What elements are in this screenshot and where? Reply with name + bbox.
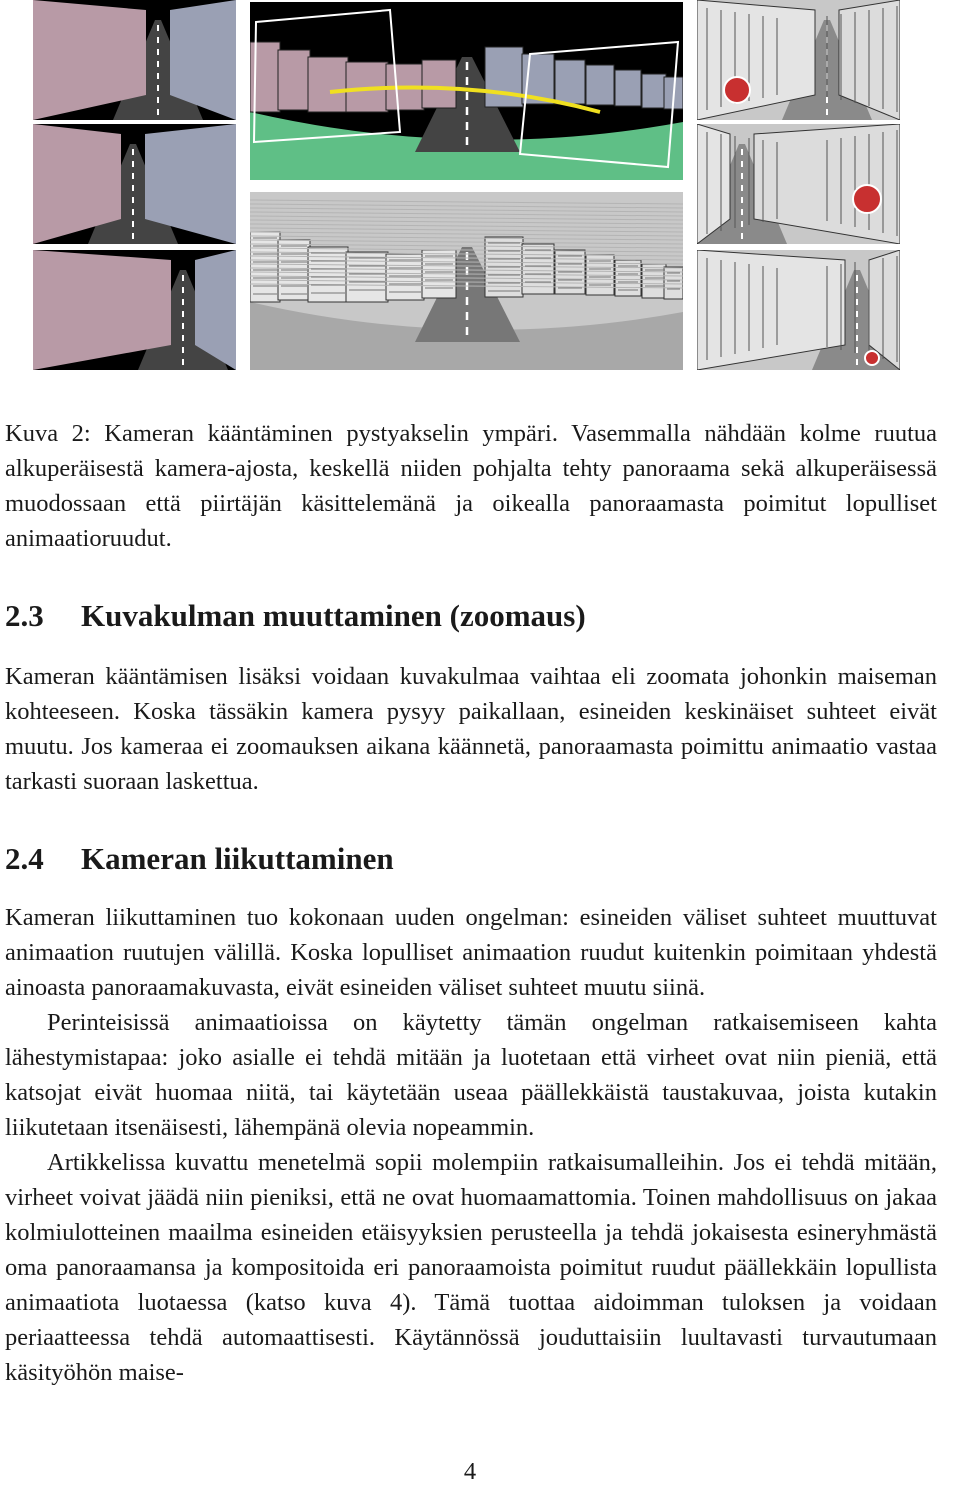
paragraph: Perinteisissä animaatioissa on käytetty tämän ongelman ratkaisemiseen kahta lähestymistapaa: joko asialle ei tehdä mitään ja luotetaan että virheet ovat niin pieniä, että katsojat eivät huomaa niitä, tai käytetään useaa päällekkäistä taustakuvaa, joista kutakin liikutetaan itsenäisesti, lähempänä olevia nopeammin. (5, 1009, 937, 1141)
section-number: 2.4 (5, 841, 44, 876)
street-scene-image (33, 124, 236, 244)
final-frame-3 (697, 250, 900, 370)
paragraph: Kameran liikuttaminen tuo kokonaan uuden ongelman: esineiden väliset suhteet muuttuvat animaation ruutujen välillä. Koska lopulliset animaation ruudut kuitenkin poimitaan yhdestä ainoasta panoraamakuvasta, eivät esineiden väliset suhteet muutu siinä. (5, 904, 937, 1001)
paragraph: Kameran kääntämisen lisäksi voidaan kuvakulmaa vaihtaa eli zoomata johonkin maiseman kohteeseen. Koska tässäkin kamera pysyy paikallaan, esineiden keskinäiset suhteet eivät muutu. Jos kameraa ei zoomauksen aikana käännetä, panoraamasta poimittu animaatio vastaa tarkasti suoraan laskettua. (5, 663, 937, 795)
section-heading (5, 598, 586, 634)
panorama-image (250, 2, 683, 180)
original-frame-3 (33, 250, 236, 370)
original-frame-2 (33, 124, 236, 244)
final-frame-2 (697, 124, 900, 244)
paragraph: Artikkelissa kuvattu menetelmä sopii molempiin ratkaisumalleihin. Jos ei tehdä mitään, virheet voivat jäädä niin pieniksi, että ne ovat huomaamattomia. Toinen mahdollisuus on jakaa kolmiulotteinen maailma esineiden etäisyyksien perusteella ja tehdä jokaisesta esineryhmästä oma panoraamansa ja kompositoida eri panoraamoista poimitut ruudut päällekkäin lopullista animaatiota luotaessa (katso kuva 4). Tämä tuottaa aidoimman tuloksen ja voidaan periaatteessa tehdä automaattisesti. Käytännössä jouduttaisiin luultavasti turvautumaan käsityöhön maise- (5, 1149, 937, 1386)
final-frame-1 (697, 0, 900, 120)
panorama-drawn (250, 192, 683, 370)
section-body (5, 659, 937, 799)
caption-text: Kuva 2: Kameran kääntäminen pystyakselin ympäri. Vasemmalla nähdään kolme ruutua alkuperäisestä kamera-ajosta, keskellä niiden pohjalta tehty panoraama sekä alkuperäisessä muodossaan että piirtäjän käsittelemänä ja oikealla panoraamasta poimitut lopulliset animaatioruudut. (5, 420, 937, 552)
street-scene-image (697, 250, 900, 370)
section-body (5, 900, 937, 1390)
section-title: Kuvakulman muuttaminen (zoomaus) (81, 598, 586, 633)
original-frame-1 (33, 0, 236, 120)
street-scene-image (33, 0, 236, 120)
street-scene-image (697, 124, 900, 244)
section-title: Kameran liikuttaminen (81, 841, 394, 876)
street-scene-image (33, 250, 236, 370)
panorama-original (250, 2, 683, 180)
panorama-image (250, 192, 683, 370)
page-number: 4 (463, 1458, 477, 1485)
figure-2 (0, 0, 960, 380)
section-heading (5, 841, 394, 877)
street-scene-image (697, 0, 900, 120)
section-number: 2.3 (5, 598, 44, 633)
figure-caption (5, 416, 937, 556)
